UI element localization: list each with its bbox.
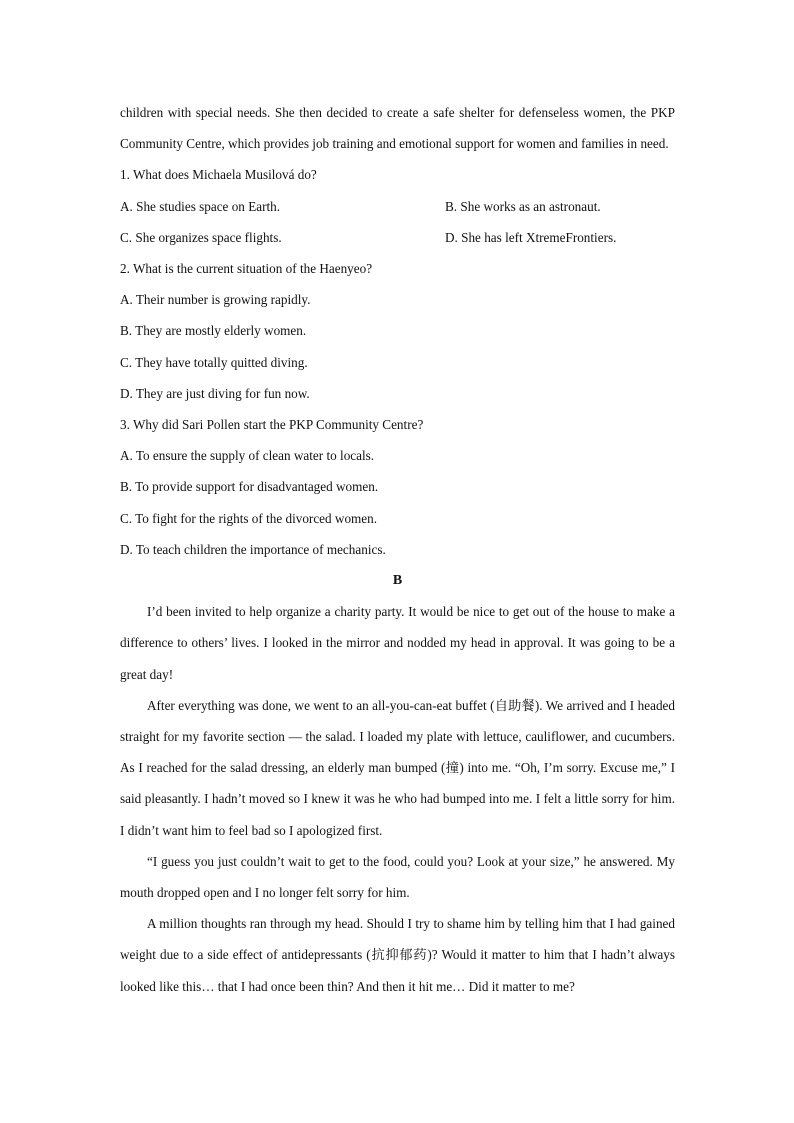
section-b-paragraph-2: After everything was done, we went to an all-you-can-eat buffet (自助餐). We arrived and I headed straight for my favorite section — the salad. I loaded my plate with lettuce, cauliflower, and cucumbers. As I reached for the salad dressing, an elderly man bumped (撞) into me. “Oh, I’m sorry. Excuse me,” I said pleasantly. I hadn’t moved so I knew it was he who had bumped into me. I felt a little sorry for him. I didn’t want him to feel bad so I apologized first. bbox=[120, 697, 675, 838]
question-2-option-a: A. Their number is growing rapidly. bbox=[120, 292, 311, 308]
question-1-option-b: B. She works as an astronaut. bbox=[445, 198, 601, 214]
question-3-option-a: A. To ensure the supply of clean water to locals. bbox=[120, 448, 375, 464]
question-2-stem: 2. What is the current situation of the Haenyeo? bbox=[120, 261, 373, 277]
section-b-paragraph-3: “I guess you just couldn’t wait to get to the food, could you? Look at your size,” he answered. My mouth dropped open and I no longer felt sorry for him. bbox=[120, 853, 675, 901]
document-content bbox=[120, 97, 675, 1002]
question-3-option-c: C. To fight for the rights of the divorced women. bbox=[120, 510, 378, 526]
question-1-option-c: C. She organizes space flights. bbox=[120, 229, 282, 245]
question-1-option-d: D. She has left XtremeFrontiers. bbox=[445, 229, 617, 245]
question-2-option-d: D. They are just diving for fun now. bbox=[120, 385, 310, 401]
section-b-paragraph-1: I’d been invited to help organize a charity party. It would be nice to get out of the house to make a difference to others’ lives. I looked in the mirror and nodded my head in approval. It was going to be a great day! bbox=[120, 604, 675, 682]
question-3-option-d: D. To teach children the importance of mechanics. bbox=[120, 541, 386, 557]
section-b-paragraph-4: A million thoughts ran through my head. Should I try to shame him by telling him that I had gained weight due to a side effect of antidepressants (抗抑郁药)? Would it matter to him that I hadn’t always looked like this… that I had once been thin? And then it hit me… Did it matter to me? bbox=[120, 916, 675, 994]
question-2-option-b: B. They are mostly elderly women. bbox=[120, 323, 307, 339]
question-2-option-c: C. They have totally quitted diving. bbox=[120, 354, 308, 370]
question-1-option-a: A. She studies space on Earth. bbox=[120, 198, 281, 214]
passage-a-tail-paragraph: children with special needs. She then decided to create a safe shelter for defenseless women, the PKP Community Centre, which provides job training and emotional support for women and families in need. bbox=[120, 105, 675, 152]
question-3-option-b: B. To provide support for disadvantaged women. bbox=[120, 479, 379, 495]
question-1-stem: 1. What does Michaela Musilová do? bbox=[120, 167, 317, 183]
question-1-options-row-1 bbox=[120, 191, 675, 222]
question-1-options-row-2 bbox=[120, 222, 675, 253]
question-3-stem: 3. Why did Sari Pollen start the PKP Community Centre? bbox=[120, 417, 424, 433]
section-b-heading: B bbox=[392, 573, 403, 589]
